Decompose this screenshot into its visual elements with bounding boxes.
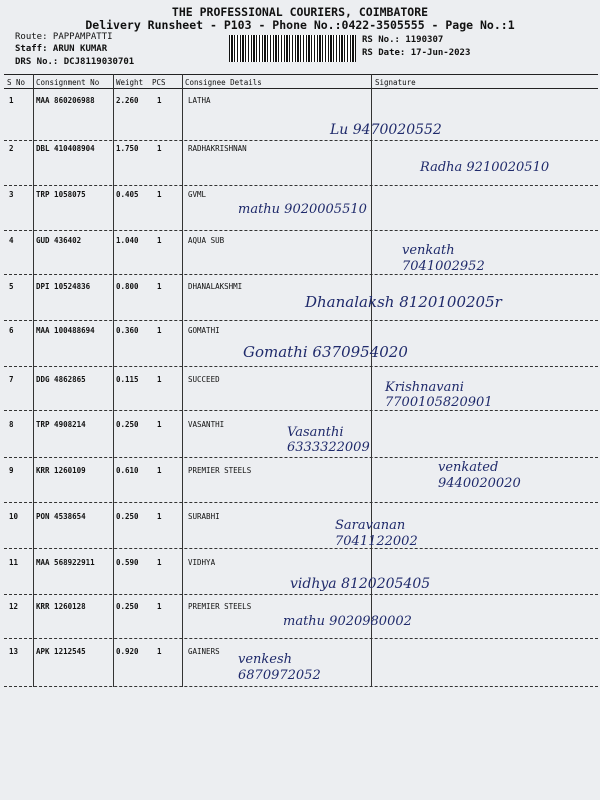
row-consignment: GUD 436402 bbox=[36, 236, 82, 245]
column-divider bbox=[182, 74, 183, 687]
row-weight: 0.610 bbox=[116, 466, 139, 475]
signature-handwriting: Saravanan 7041122002 bbox=[335, 518, 418, 549]
row-weight: 0.250 bbox=[116, 420, 139, 429]
row-pcs: 1 bbox=[157, 466, 162, 475]
row-consignment: MAA 100488694 bbox=[36, 326, 95, 335]
row-divider bbox=[4, 274, 598, 275]
signature-handwriting: venkated 9440020020 bbox=[438, 460, 521, 491]
row-divider bbox=[4, 366, 598, 367]
row-pcs: 1 bbox=[157, 144, 162, 153]
col-header-signature: Signature bbox=[375, 78, 416, 87]
col-header-consignee: Consignee Details bbox=[185, 78, 262, 87]
row-consignee: GVML bbox=[188, 190, 207, 199]
row-weight: 0.920 bbox=[116, 647, 139, 656]
row-sno: 12 bbox=[9, 602, 19, 611]
row-consignee: VASANTHI bbox=[188, 420, 225, 429]
row-consignee: GOMATHI bbox=[188, 326, 220, 335]
signature-handwriting: Radha 9210020510 bbox=[420, 160, 550, 175]
row-pcs: 1 bbox=[157, 512, 162, 521]
row-pcs: 1 bbox=[157, 558, 162, 567]
signature-handwriting: venkesh 6870972052 bbox=[238, 652, 321, 683]
col-header-sno: S No bbox=[7, 78, 26, 87]
signature-handwriting: Lu 9470020552 bbox=[330, 122, 442, 138]
row-sno: 6 bbox=[9, 326, 14, 335]
row-pcs: 1 bbox=[157, 647, 162, 656]
row-weight: 0.590 bbox=[116, 558, 139, 567]
row-divider bbox=[4, 502, 598, 503]
row-sno: 1 bbox=[9, 96, 14, 105]
row-sno: 11 bbox=[9, 558, 19, 567]
row-weight: 1.040 bbox=[116, 236, 139, 245]
row-divider bbox=[4, 594, 598, 595]
row-divider bbox=[4, 320, 598, 321]
row-divider bbox=[4, 230, 598, 231]
barcode bbox=[229, 35, 356, 62]
row-consignee: LATHA bbox=[188, 96, 211, 105]
row-consignee: RADHAKRISHNAN bbox=[188, 144, 247, 153]
signature-handwriting: vidhya 8120205405 bbox=[290, 576, 431, 592]
row-consignee: GAINERS bbox=[188, 647, 220, 656]
signature-handwriting: venkath 7041002952 bbox=[402, 243, 485, 274]
signature-handwriting: Krishnavani 7700105820901 bbox=[385, 380, 493, 410]
row-weight: 0.250 bbox=[116, 512, 139, 521]
signature-handwriting: mathu 9020005510 bbox=[238, 202, 367, 217]
column-divider bbox=[371, 74, 372, 687]
row-consignee: DHANALAKSHMI bbox=[188, 282, 243, 291]
row-divider bbox=[4, 638, 598, 639]
row-consignment: APK 1212545 bbox=[36, 647, 86, 656]
column-divider bbox=[33, 74, 34, 687]
rs-number: RS No.: 1190307 bbox=[362, 35, 444, 45]
row-consignee: VIDHYA bbox=[188, 558, 216, 567]
col-header-pcs: PCS bbox=[152, 78, 166, 87]
row-consignment: KRR 1260109 bbox=[36, 466, 86, 475]
signature-handwriting: Gomathi 6370954020 bbox=[243, 343, 408, 361]
row-sno: 13 bbox=[9, 647, 19, 656]
row-weight: 0.360 bbox=[116, 326, 139, 335]
row-sno: 9 bbox=[9, 466, 14, 475]
row-consignee: PREMIER STEELS bbox=[188, 466, 252, 475]
rs-date: RS Date: 17-Jun-2023 bbox=[362, 48, 471, 58]
row-weight: 2.260 bbox=[116, 96, 139, 105]
row-pcs: 1 bbox=[157, 96, 162, 105]
row-sno: 10 bbox=[9, 512, 19, 521]
column-divider bbox=[113, 74, 114, 687]
row-weight: 0.250 bbox=[116, 602, 139, 611]
row-pcs: 1 bbox=[157, 282, 162, 291]
row-consignee: AQUA SUB bbox=[188, 236, 225, 245]
row-consignment: DDG 4862865 bbox=[36, 375, 86, 384]
row-sno: 2 bbox=[9, 144, 14, 153]
row-consignee: SUCCEED bbox=[188, 375, 220, 384]
row-pcs: 1 bbox=[157, 375, 162, 384]
row-pcs: 1 bbox=[157, 602, 162, 611]
signature-handwriting: Vasanthi 6333322009 bbox=[287, 425, 370, 455]
row-divider bbox=[4, 410, 598, 411]
row-consignee: PREMIER STEELS bbox=[188, 602, 252, 611]
row-sno: 4 bbox=[9, 236, 14, 245]
row-weight: 0.800 bbox=[116, 282, 139, 291]
row-consignment: MAA 860206988 bbox=[36, 96, 95, 105]
row-sno: 7 bbox=[9, 375, 14, 384]
row-weight: 0.405 bbox=[116, 190, 139, 199]
table-header-rule bbox=[4, 88, 598, 89]
row-sno: 5 bbox=[9, 282, 14, 291]
route-label: Route: PAPPAMPATTI bbox=[15, 32, 113, 42]
row-consignment: MAA 568922911 bbox=[36, 558, 95, 567]
signature-handwriting: Dhanalaksh 8120100205r bbox=[305, 293, 502, 311]
row-divider bbox=[4, 185, 598, 186]
drs-number: DRS No.: DCJ8119030701 bbox=[15, 57, 135, 67]
row-divider bbox=[4, 548, 598, 549]
table-bottom-rule bbox=[4, 686, 598, 687]
row-sno: 3 bbox=[9, 190, 14, 199]
row-consignment: TRP 4908214 bbox=[36, 420, 86, 429]
company-name: THE PROFESSIONAL COURIERS, COIMBATORE bbox=[171, 5, 429, 19]
col-header-weight: Weight bbox=[116, 78, 144, 87]
table-top-rule bbox=[4, 74, 598, 75]
row-pcs: 1 bbox=[157, 190, 162, 199]
row-divider bbox=[4, 457, 598, 458]
row-weight: 0.115 bbox=[116, 375, 139, 384]
row-consignment: DBL 410408904 bbox=[36, 144, 95, 153]
row-consignment: KRR 1260128 bbox=[36, 602, 86, 611]
runsheet-title: Delivery Runsheet - P103 - Phone No.:0422-3505555 - Page No.:1 bbox=[85, 18, 515, 32]
row-pcs: 1 bbox=[157, 236, 162, 245]
row-sno: 8 bbox=[9, 420, 14, 429]
row-consignee: SURABHI bbox=[188, 512, 220, 521]
row-pcs: 1 bbox=[157, 326, 162, 335]
row-consignment: PON 4538654 bbox=[36, 512, 86, 521]
row-consignment: DPI 10524836 bbox=[36, 282, 91, 291]
row-consignment: TRP 1058075 bbox=[36, 190, 86, 199]
row-weight: 1.750 bbox=[116, 144, 139, 153]
col-header-consignment: Consignment No bbox=[36, 78, 100, 87]
row-divider bbox=[4, 140, 598, 141]
signature-handwriting: mathu 9020980002 bbox=[283, 614, 412, 629]
row-pcs: 1 bbox=[157, 420, 162, 429]
staff-label: Staff: ARUN KUMAR bbox=[15, 44, 108, 54]
